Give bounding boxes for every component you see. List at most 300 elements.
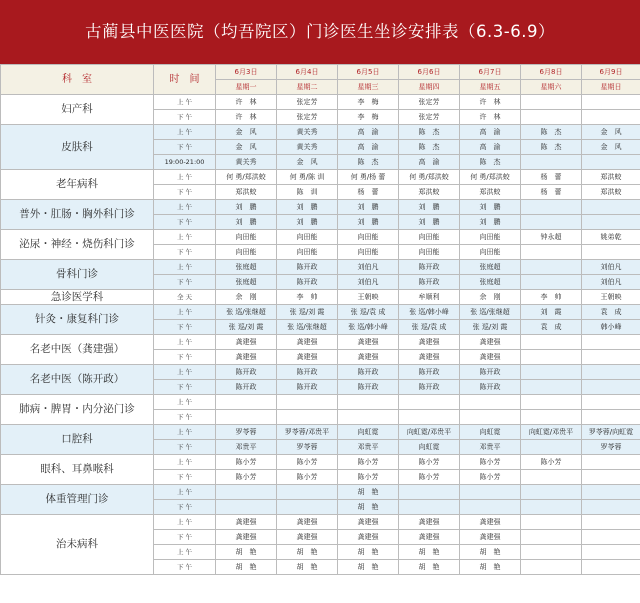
doctor-cell: 陈 杰 [399,140,460,155]
doctor-cell: 杨 蕾 [521,185,582,200]
doctor-cell: 张庭超 [216,260,277,275]
time-slot: 下 午 [154,275,216,290]
doctor-cell [460,485,521,500]
doctor-cell [521,275,582,290]
doctor-cell: 龚建强 [216,515,277,530]
date-header: 6月3日 [216,65,277,80]
doctor-cell [582,335,640,350]
date-header: 6月4日 [277,65,338,80]
doctor-cell: 韩小峰 [582,320,640,335]
doctor-cell: 向田能 [338,245,399,260]
date-header: 6月7日 [460,65,521,80]
doctor-cell: 胡 艳 [460,560,521,575]
doctor-cell: 陈开政 [338,365,399,380]
doctor-cell: 龚建强 [277,515,338,530]
time-slot: 上 午 [154,305,216,320]
doctor-cell [582,380,640,395]
weekday-header: 星期二 [277,80,338,95]
doctor-cell: 陈小芳 [460,470,521,485]
doctor-cell: 张定芳 [399,110,460,125]
doctor-cell [582,470,640,485]
doctor-cell: 陈小芳 [277,455,338,470]
doctor-cell: 金 风 [277,155,338,170]
time-slot: 上 午 [154,125,216,140]
doctor-cell: 刘 鹏 [460,200,521,215]
department-name: 皮肤科 [1,125,154,170]
doctor-cell: 何 勇/郑洪蛟 [399,170,460,185]
doctor-cell: 李 梅 [338,110,399,125]
time-header: 时 间 [154,65,216,95]
doctor-cell: 郑洪蛟 [582,170,640,185]
doctor-cell: 许 林 [216,95,277,110]
doctor-cell: 陈小芳 [216,470,277,485]
doctor-cell: 刘伯凡 [582,275,640,290]
time-slot: 下 午 [154,410,216,425]
doctor-cell [582,95,640,110]
doctor-cell: 龚建强 [399,530,460,545]
doctor-cell: 胡 艳 [338,560,399,575]
doctor-cell [582,485,640,500]
doctor-cell: 刘伯凡 [338,275,399,290]
doctor-cell: 高 渝 [460,140,521,155]
table-row [1,365,640,380]
doctor-cell: 龚建强 [460,530,521,545]
doctor-cell: 陈开政 [399,275,460,290]
doctor-cell: 何 勇/郑洪蛟 [460,170,521,185]
doctor-cell [460,500,521,515]
doctor-cell: 向虹霓/邓贵平 [399,425,460,440]
doctor-cell [521,410,582,425]
department-name: 妇产科 [1,95,154,125]
doctor-cell: 胡 艳 [460,545,521,560]
doctor-cell: 李 帅 [521,290,582,305]
time-slot: 上 午 [154,395,216,410]
department-name: 肺病・脾胃・内分泌门诊 [1,395,154,425]
doctor-cell: 邓贵平 [338,440,399,455]
doctor-cell: 许 林 [460,110,521,125]
doctor-cell [582,215,640,230]
doctor-cell: 陈小芳 [399,470,460,485]
doctor-cell: 向田能 [399,230,460,245]
doctor-cell [521,515,582,530]
doctor-cell: 杨 蕾 [338,185,399,200]
doctor-cell: 罗苓蓉/邓贵平 [277,425,338,440]
doctor-cell: 郑洪蛟 [216,185,277,200]
doctor-cell [460,410,521,425]
doctor-cell: 陈开政 [338,380,399,395]
doctor-cell: 金 风 [582,125,640,140]
doctor-cell [582,410,640,425]
doctor-cell [521,350,582,365]
doctor-cell: 郑洪蛟 [399,185,460,200]
doctor-cell [521,485,582,500]
doctor-cell: 李 帅 [277,290,338,305]
doctor-cell [277,395,338,410]
doctor-cell: 刘 鹏 [277,215,338,230]
doctor-cell: 向田能 [216,230,277,245]
doctor-cell: 郑洪蛟 [582,185,640,200]
doctor-cell: 龚建强 [338,515,399,530]
doctor-cell [216,410,277,425]
doctor-cell: 张 巡/张继超 [216,305,277,320]
doctor-cell: 王朝映 [582,290,640,305]
department-name: 体重管理门诊 [1,485,154,515]
doctor-cell [521,95,582,110]
time-slot: 下 午 [154,530,216,545]
department-name: 急诊医学科 [1,290,154,305]
doctor-cell [521,500,582,515]
table-row [1,305,640,320]
doctor-cell: 张庭超 [460,260,521,275]
doctor-cell: 陈开政 [277,275,338,290]
time-slot: 下 午 [154,110,216,125]
time-slot: 上 午 [154,365,216,380]
doctor-cell: 张 巡/张继超 [460,305,521,320]
table-row [1,95,640,110]
doctor-cell: 陈小芳 [338,470,399,485]
doctor-cell: 张 巡/韩小峰 [338,320,399,335]
doctor-cell: 向虹霓 [460,425,521,440]
doctor-cell [521,395,582,410]
department-name: 骨科门诊 [1,260,154,290]
doctor-cell: 高 渝 [338,125,399,140]
doctor-cell: 张定芳 [399,95,460,110]
doctor-cell: 陈 杰 [338,155,399,170]
doctor-cell: 陈开政 [216,365,277,380]
doctor-cell: 向虹霓/邓贵平 [521,425,582,440]
doctor-cell: 钟永超 [521,230,582,245]
doctor-cell: 陈开政 [277,380,338,395]
time-slot: 上 午 [154,425,216,440]
doctor-cell: 龚建强 [277,335,338,350]
doctor-cell: 张 巡/袁 成 [338,305,399,320]
doctor-cell: 黄关秀 [277,140,338,155]
title-banner [0,0,640,64]
doctor-cell: 龚建强 [399,335,460,350]
doctor-cell: 刘 鹏 [216,215,277,230]
time-slot: 下 午 [154,185,216,200]
doctor-cell [216,500,277,515]
doctor-cell: 金 风 [216,125,277,140]
doctor-cell [399,410,460,425]
doctor-cell: 刘伯凡 [582,260,640,275]
doctor-cell: 张庭超 [216,275,277,290]
time-slot: 下 午 [154,470,216,485]
doctor-cell: 袁 成 [582,305,640,320]
weekday-header: 星期五 [460,80,521,95]
doctor-cell: 陈 杰 [399,125,460,140]
doctor-cell: 罗苓蓉 [277,440,338,455]
date-header: 6月8日 [521,65,582,80]
doctor-cell: 余 刚 [216,290,277,305]
department-name: 治未病科 [1,515,154,575]
doctor-cell: 向虹霓 [338,425,399,440]
doctor-cell: 杨 蕾 [521,170,582,185]
doctor-cell: 陈小芳 [338,455,399,470]
doctor-cell: 陈开政 [460,380,521,395]
table-row [1,485,640,500]
table-row [1,515,640,530]
table-row [1,290,640,305]
doctor-cell: 罗苓蓉 [216,425,277,440]
time-slot: 下 午 [154,440,216,455]
doctor-cell [521,155,582,170]
schedule-table [0,64,640,575]
time-slot: 上 午 [154,170,216,185]
doctor-cell [399,500,460,515]
doctor-cell [521,530,582,545]
doctor-cell: 李 梅 [338,95,399,110]
doctor-cell [277,500,338,515]
doctor-cell [399,485,460,500]
doctor-cell: 何 勇/郑洪蛟 [216,170,277,185]
doctor-cell: 龚建强 [338,335,399,350]
doctor-cell: 张 巡/刘 霞 [216,320,277,335]
department-name: 口腔科 [1,425,154,455]
time-slot: 上 午 [154,335,216,350]
doctor-cell: 胡 艳 [216,560,277,575]
doctor-cell: 张定芳 [277,110,338,125]
doctor-cell [521,545,582,560]
doctor-cell: 胡 艳 [277,545,338,560]
department-name: 泌尿・神经・烧伤科门诊 [1,230,154,260]
doctor-cell [582,200,640,215]
doctor-cell: 龚建强 [460,515,521,530]
time-slot: 上 午 [154,200,216,215]
doctor-cell: 罗苓蓉/向虹霓 [582,425,640,440]
doctor-cell: 罗苓蓉 [582,440,640,455]
doctor-cell: 张 巡/张继超 [277,320,338,335]
doctor-cell: 何 勇/陈 训 [277,170,338,185]
table-row [1,170,640,185]
table-row [1,395,640,410]
table-row [1,335,640,350]
doctor-cell [216,485,277,500]
doctor-cell: 刘 鹏 [338,215,399,230]
doctor-cell: 胡 艳 [399,560,460,575]
table-row [1,425,640,440]
doctor-cell: 刘伯凡 [338,260,399,275]
time-slot: 上 午 [154,455,216,470]
table-row [1,230,640,245]
doctor-cell: 张庭超 [460,275,521,290]
time-slot: 下 午 [154,140,216,155]
time-slot: 下 午 [154,350,216,365]
time-slot: 上 午 [154,515,216,530]
doctor-cell [521,365,582,380]
doctor-cell: 胡 艳 [338,500,399,515]
doctor-cell: 陈 杰 [460,155,521,170]
doctor-cell: 龚建强 [460,335,521,350]
time-slot: 下 午 [154,320,216,335]
doctor-cell: 陈 训 [277,185,338,200]
time-slot: 下 午 [154,215,216,230]
doctor-cell: 陈小芳 [460,455,521,470]
doctor-cell [521,470,582,485]
doctor-cell [521,335,582,350]
doctor-cell: 龚建强 [399,515,460,530]
doctor-cell: 张 巡/袁 成 [399,320,460,335]
table-row [1,260,640,275]
doctor-cell: 向田能 [399,245,460,260]
doctor-cell: 向田能 [216,245,277,260]
doctor-cell: 龚建强 [216,530,277,545]
doctor-cell [521,560,582,575]
doctor-cell: 陈开政 [399,260,460,275]
weekday-header: 星期四 [399,80,460,95]
doctor-cell: 陈开政 [277,260,338,275]
doctor-cell [277,485,338,500]
time-slot: 上 午 [154,485,216,500]
doctor-cell [338,395,399,410]
time-slot: 下 午 [154,500,216,515]
doctor-cell: 金 风 [216,140,277,155]
time-slot: 下 午 [154,245,216,260]
doctor-cell [521,380,582,395]
doctor-cell: 张 巡/刘 霞 [277,305,338,320]
department-name: 针灸・康复科门诊 [1,305,154,335]
doctor-cell [582,500,640,515]
doctor-cell: 刘 鹏 [216,200,277,215]
doctor-cell [582,110,640,125]
doctor-cell [521,215,582,230]
time-slot: 上 午 [154,95,216,110]
doctor-cell: 刘 鹏 [338,200,399,215]
doctor-cell: 邓贵平 [460,440,521,455]
table-row [1,125,640,140]
time-slot: 19:00-21:00 [154,155,216,170]
doctor-cell: 龚建强 [460,350,521,365]
doctor-cell: 王朝映 [338,290,399,305]
doctor-cell: 陈小芳 [277,470,338,485]
doctor-cell [460,395,521,410]
doctor-cell: 胡 艳 [338,545,399,560]
doctor-cell: 黄关秀 [216,155,277,170]
doctor-cell: 龚建强 [216,335,277,350]
doctor-cell [582,560,640,575]
doctor-cell: 向田能 [338,230,399,245]
doctor-cell: 刘 鹏 [399,200,460,215]
doctor-cell: 张定芳 [277,95,338,110]
department-name: 普外・肛肠・胸外科门诊 [1,200,154,230]
doctor-cell: 刘 霞 [521,305,582,320]
doctor-cell [338,410,399,425]
time-slot: 上 午 [154,545,216,560]
department-name: 眼科、耳鼻喉科 [1,455,154,485]
doctor-cell: 姚弟乾 [582,230,640,245]
doctor-cell: 张 巡/刘 霞 [460,320,521,335]
doctor-cell: 陈开政 [460,365,521,380]
doctor-cell: 陈 杰 [521,140,582,155]
doctor-cell: 袁 成 [521,320,582,335]
doctor-cell [521,440,582,455]
doctor-cell [582,545,640,560]
doctor-cell: 陈开政 [399,380,460,395]
doctor-cell [582,395,640,410]
doctor-cell: 陈开政 [399,365,460,380]
schedule-body [1,65,640,575]
doctor-cell: 刘 鹏 [277,200,338,215]
doctor-cell: 胡 艳 [338,485,399,500]
doctor-cell: 高 渝 [338,140,399,155]
doctor-cell [582,155,640,170]
doctor-cell [582,365,640,380]
doctor-cell: 向田能 [460,245,521,260]
weekday-header: 星期六 [521,80,582,95]
doctor-cell [582,455,640,470]
doctor-cell: 龚建强 [277,530,338,545]
doctor-cell: 龚建强 [338,350,399,365]
doctor-cell: 向田能 [277,245,338,260]
time-slot: 上 午 [154,230,216,245]
doctor-cell [582,515,640,530]
doctor-cell: 金 风 [582,140,640,155]
doctor-cell: 黄关秀 [277,125,338,140]
weekday-header: 星期三 [338,80,399,95]
doctor-cell: 胡 艳 [277,560,338,575]
doctor-cell: 向虹霓 [399,440,460,455]
doctor-cell: 龚建强 [277,350,338,365]
doctor-cell [582,245,640,260]
doctor-cell: 胡 艳 [216,545,277,560]
doctor-cell: 陈小芳 [521,455,582,470]
doctor-cell [216,395,277,410]
doctor-cell: 龚建强 [399,350,460,365]
weekday-header: 星期一 [216,80,277,95]
doctor-cell: 龚建强 [216,350,277,365]
doctor-cell: 陈小芳 [216,455,277,470]
doctor-cell: 郑洪蛟 [460,185,521,200]
department-name: 老年病科 [1,170,154,200]
doctor-cell: 张 巡/韩小峰 [399,305,460,320]
doctor-cell [521,260,582,275]
doctor-cell: 陈开政 [216,380,277,395]
header-row-dates [1,65,640,80]
doctor-cell: 向田能 [277,230,338,245]
doctor-cell: 高 渝 [460,125,521,140]
date-header: 6月6日 [399,65,460,80]
table-row [1,200,640,215]
doctor-cell: 余 刚 [460,290,521,305]
doctor-cell: 高 渝 [399,155,460,170]
doctor-cell: 陈 杰 [521,125,582,140]
doctor-cell: 龚建强 [338,530,399,545]
time-slot: 上 午 [154,260,216,275]
doctor-cell [521,110,582,125]
department-name: 名老中医（龚建强） [1,335,154,365]
table-row [1,455,640,470]
doctor-cell: 邓贵平 [216,440,277,455]
doctor-cell: 何 勇/杨 蕾 [338,170,399,185]
time-slot: 全 天 [154,290,216,305]
page-title: 古蔺县中医医院（均吾院区）门诊医生坐诊安排表（6.3-6.9） [85,22,555,41]
doctor-cell: 陈开政 [277,365,338,380]
doctor-cell: 向田能 [460,230,521,245]
doctor-cell [582,350,640,365]
doctor-cell [521,200,582,215]
doctor-cell [582,530,640,545]
department-name: 名老中医（陈开政） [1,365,154,395]
doctor-cell: 许 林 [460,95,521,110]
doctor-cell: 陈小芳 [399,455,460,470]
doctor-cell [521,245,582,260]
time-slot: 下 午 [154,560,216,575]
doctor-cell [399,395,460,410]
doctor-cell: 刘 鹏 [460,215,521,230]
doctor-cell [277,410,338,425]
doctor-cell: 许 林 [216,110,277,125]
weekday-header: 星期日 [582,80,640,95]
